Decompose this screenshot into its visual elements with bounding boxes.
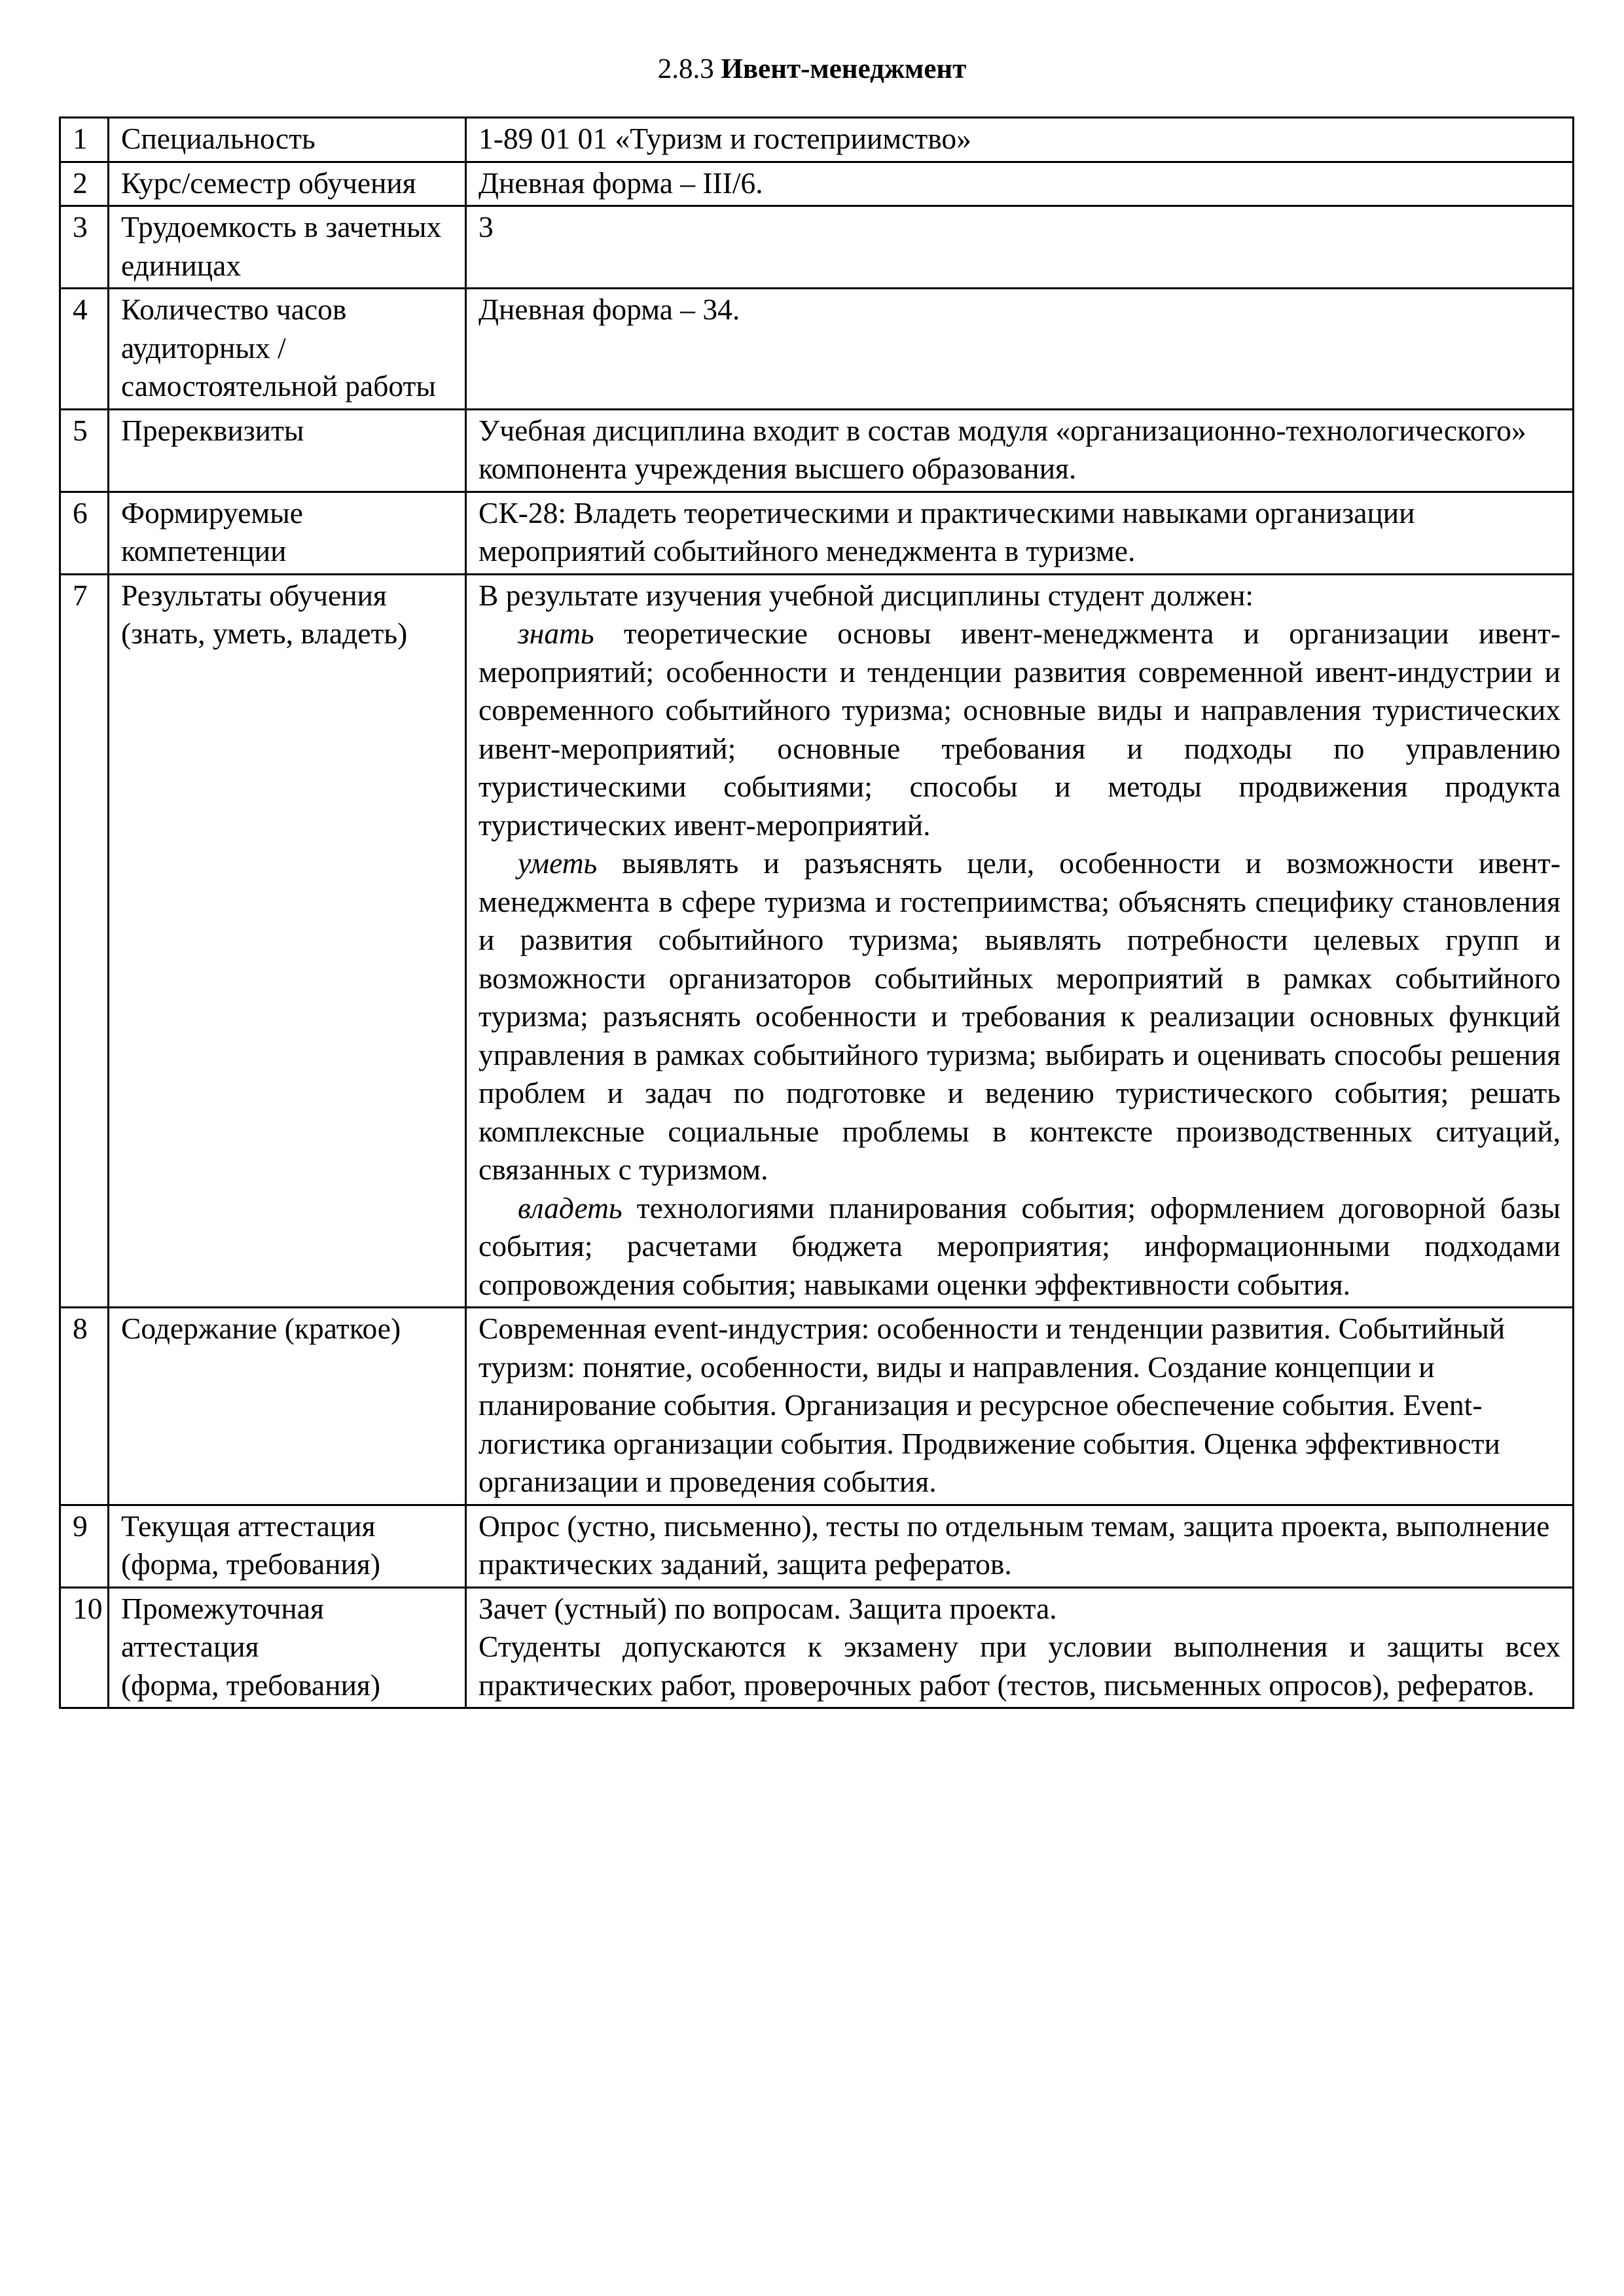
table-row bbox=[60, 118, 1574, 162]
outcome-term: знать bbox=[518, 617, 594, 650]
table-row bbox=[60, 162, 1574, 206]
learning-outcomes bbox=[466, 574, 1574, 1308]
row-label bbox=[109, 1587, 466, 1708]
row-label: Формируемые компетенции bbox=[109, 492, 466, 574]
table-row bbox=[60, 1505, 1574, 1587]
row-label: Текущая аттестация (форма, требования) bbox=[109, 1505, 466, 1587]
row-number: 9 bbox=[60, 1505, 109, 1587]
table-row bbox=[60, 574, 1574, 1308]
row-label: Содержание (краткое) bbox=[109, 1308, 466, 1505]
outcomes-intro: В результате изучения учебной дисциплины студент должен: bbox=[478, 578, 1254, 612]
row-label: Количество часов аудиторных / самостоятельной работы bbox=[109, 289, 466, 410]
row-value: Опрос (устно, письменно), тесты по отдельным темам, защита проекта, выполнение практических заданий, защита рефератов. bbox=[466, 1505, 1574, 1587]
outcome-text: выявлять и разъяснять цели, особенности и возможности ивент-менеджмента в сфере туризма и гостеприимства; объяснять специфику становления и развития событийного туризма; выявлять потребности целевых групп и возможности организаторов событийных мероприятий в рамках событийного туризма; разъяснять особенности и требования к реализации основных функций управления в рамках событийного туризма; выбирать и оценивать способы решения проблем и задач по подготовке и ведению туристического события; решать комплексные социальные проблемы в контексте производственных ситуаций, связанных с туризмом. bbox=[478, 846, 1561, 1186]
page-title bbox=[0, 51, 1624, 88]
row-value: 1-89 01 01 «Туризм и гостеприимство» bbox=[466, 118, 1574, 162]
outcome-know bbox=[478, 615, 1561, 844]
row-number: 1 bbox=[60, 118, 109, 162]
row-label: Курс/семестр обучения bbox=[109, 162, 466, 206]
outcome-term: уметь bbox=[518, 846, 598, 880]
row-label: Специальность bbox=[109, 118, 466, 162]
row-label-line: (форма, требования) bbox=[121, 1668, 381, 1702]
outcome-can bbox=[478, 844, 1561, 1189]
row-value bbox=[466, 1587, 1574, 1708]
table-row bbox=[60, 289, 1574, 410]
row-number: 2 bbox=[60, 162, 109, 206]
row-label: Результаты обучения (знать, уметь, владеть) bbox=[109, 574, 466, 1308]
row-number: 4 bbox=[60, 289, 109, 410]
row-number: 8 bbox=[60, 1308, 109, 1505]
outcome-master bbox=[478, 1189, 1561, 1304]
row-number: 10 bbox=[60, 1587, 109, 1708]
table-row bbox=[60, 206, 1574, 289]
table-row bbox=[60, 1308, 1574, 1505]
row-label-line: Промежуточная аттестация bbox=[121, 1591, 324, 1663]
row-value: СК-28: Владеть теоретическими и практическими навыками организации мероприятий событийного менеджмента в туризме. bbox=[466, 492, 1574, 574]
section-title: Ивент-менеджмент bbox=[721, 54, 967, 84]
row-label: Трудоемкость в зачетных единицах bbox=[109, 206, 466, 289]
row-number: 3 bbox=[60, 206, 109, 289]
row-value: Дневная форма – III/6. bbox=[466, 162, 1574, 206]
row-value-line: Студенты допускаются к экзамену при условии выполнения и защиты всех практических работ, проверочных работ (тестов, письменных опросов), рефератов. bbox=[478, 1630, 1561, 1702]
section-number: 2.8.3 bbox=[657, 54, 714, 84]
row-label: Пререквизиты bbox=[109, 409, 466, 492]
outcome-term: владеть bbox=[518, 1191, 623, 1225]
outcome-text: технологиями планирования события; оформлением договорной базы события; расчетами бюджета мероприятия; информационными подходами сопровождения события; навыками оценки эффективности события. bbox=[478, 1191, 1561, 1301]
discipline-table bbox=[59, 117, 1574, 1709]
table-row bbox=[60, 492, 1574, 574]
row-value: 3 bbox=[466, 206, 1574, 289]
row-value: Учебная дисциплина входит в состав модуля «организационно-технологического» компонента учреждения высшего образования. bbox=[466, 409, 1574, 492]
row-number: 7 bbox=[60, 574, 109, 1308]
outcome-text: теоретические основы ивент-менеджмента и организации ивент-мероприятий; особенности и тенденции развития современной ивент-индустрии и современного событийного туризма; основные виды и направления туристических ивент-мероприятий; основные требования и подходы по управлению туристическими событиями; способы и методы продвижения продукта туристических ивент-мероприятий. bbox=[478, 617, 1561, 842]
row-value-line: Зачет (устный) по вопросам. Защита проекта. bbox=[478, 1591, 1057, 1625]
row-value: Дневная форма – 34. bbox=[466, 289, 1574, 410]
table-row bbox=[60, 409, 1574, 492]
row-number: 5 bbox=[60, 409, 109, 492]
table-row bbox=[60, 1587, 1574, 1708]
row-number: 6 bbox=[60, 492, 109, 574]
row-value: Современная event-индустрия: особенности и тенденции развития. Событийный туризм: понятие, особенности, виды и направления. Создание концепции и планирование события. Организация и ресурсное обеспечение события. Event-логистика организации события. Продвижение события. Оценка эффективности организации и проведения события. bbox=[466, 1308, 1574, 1505]
